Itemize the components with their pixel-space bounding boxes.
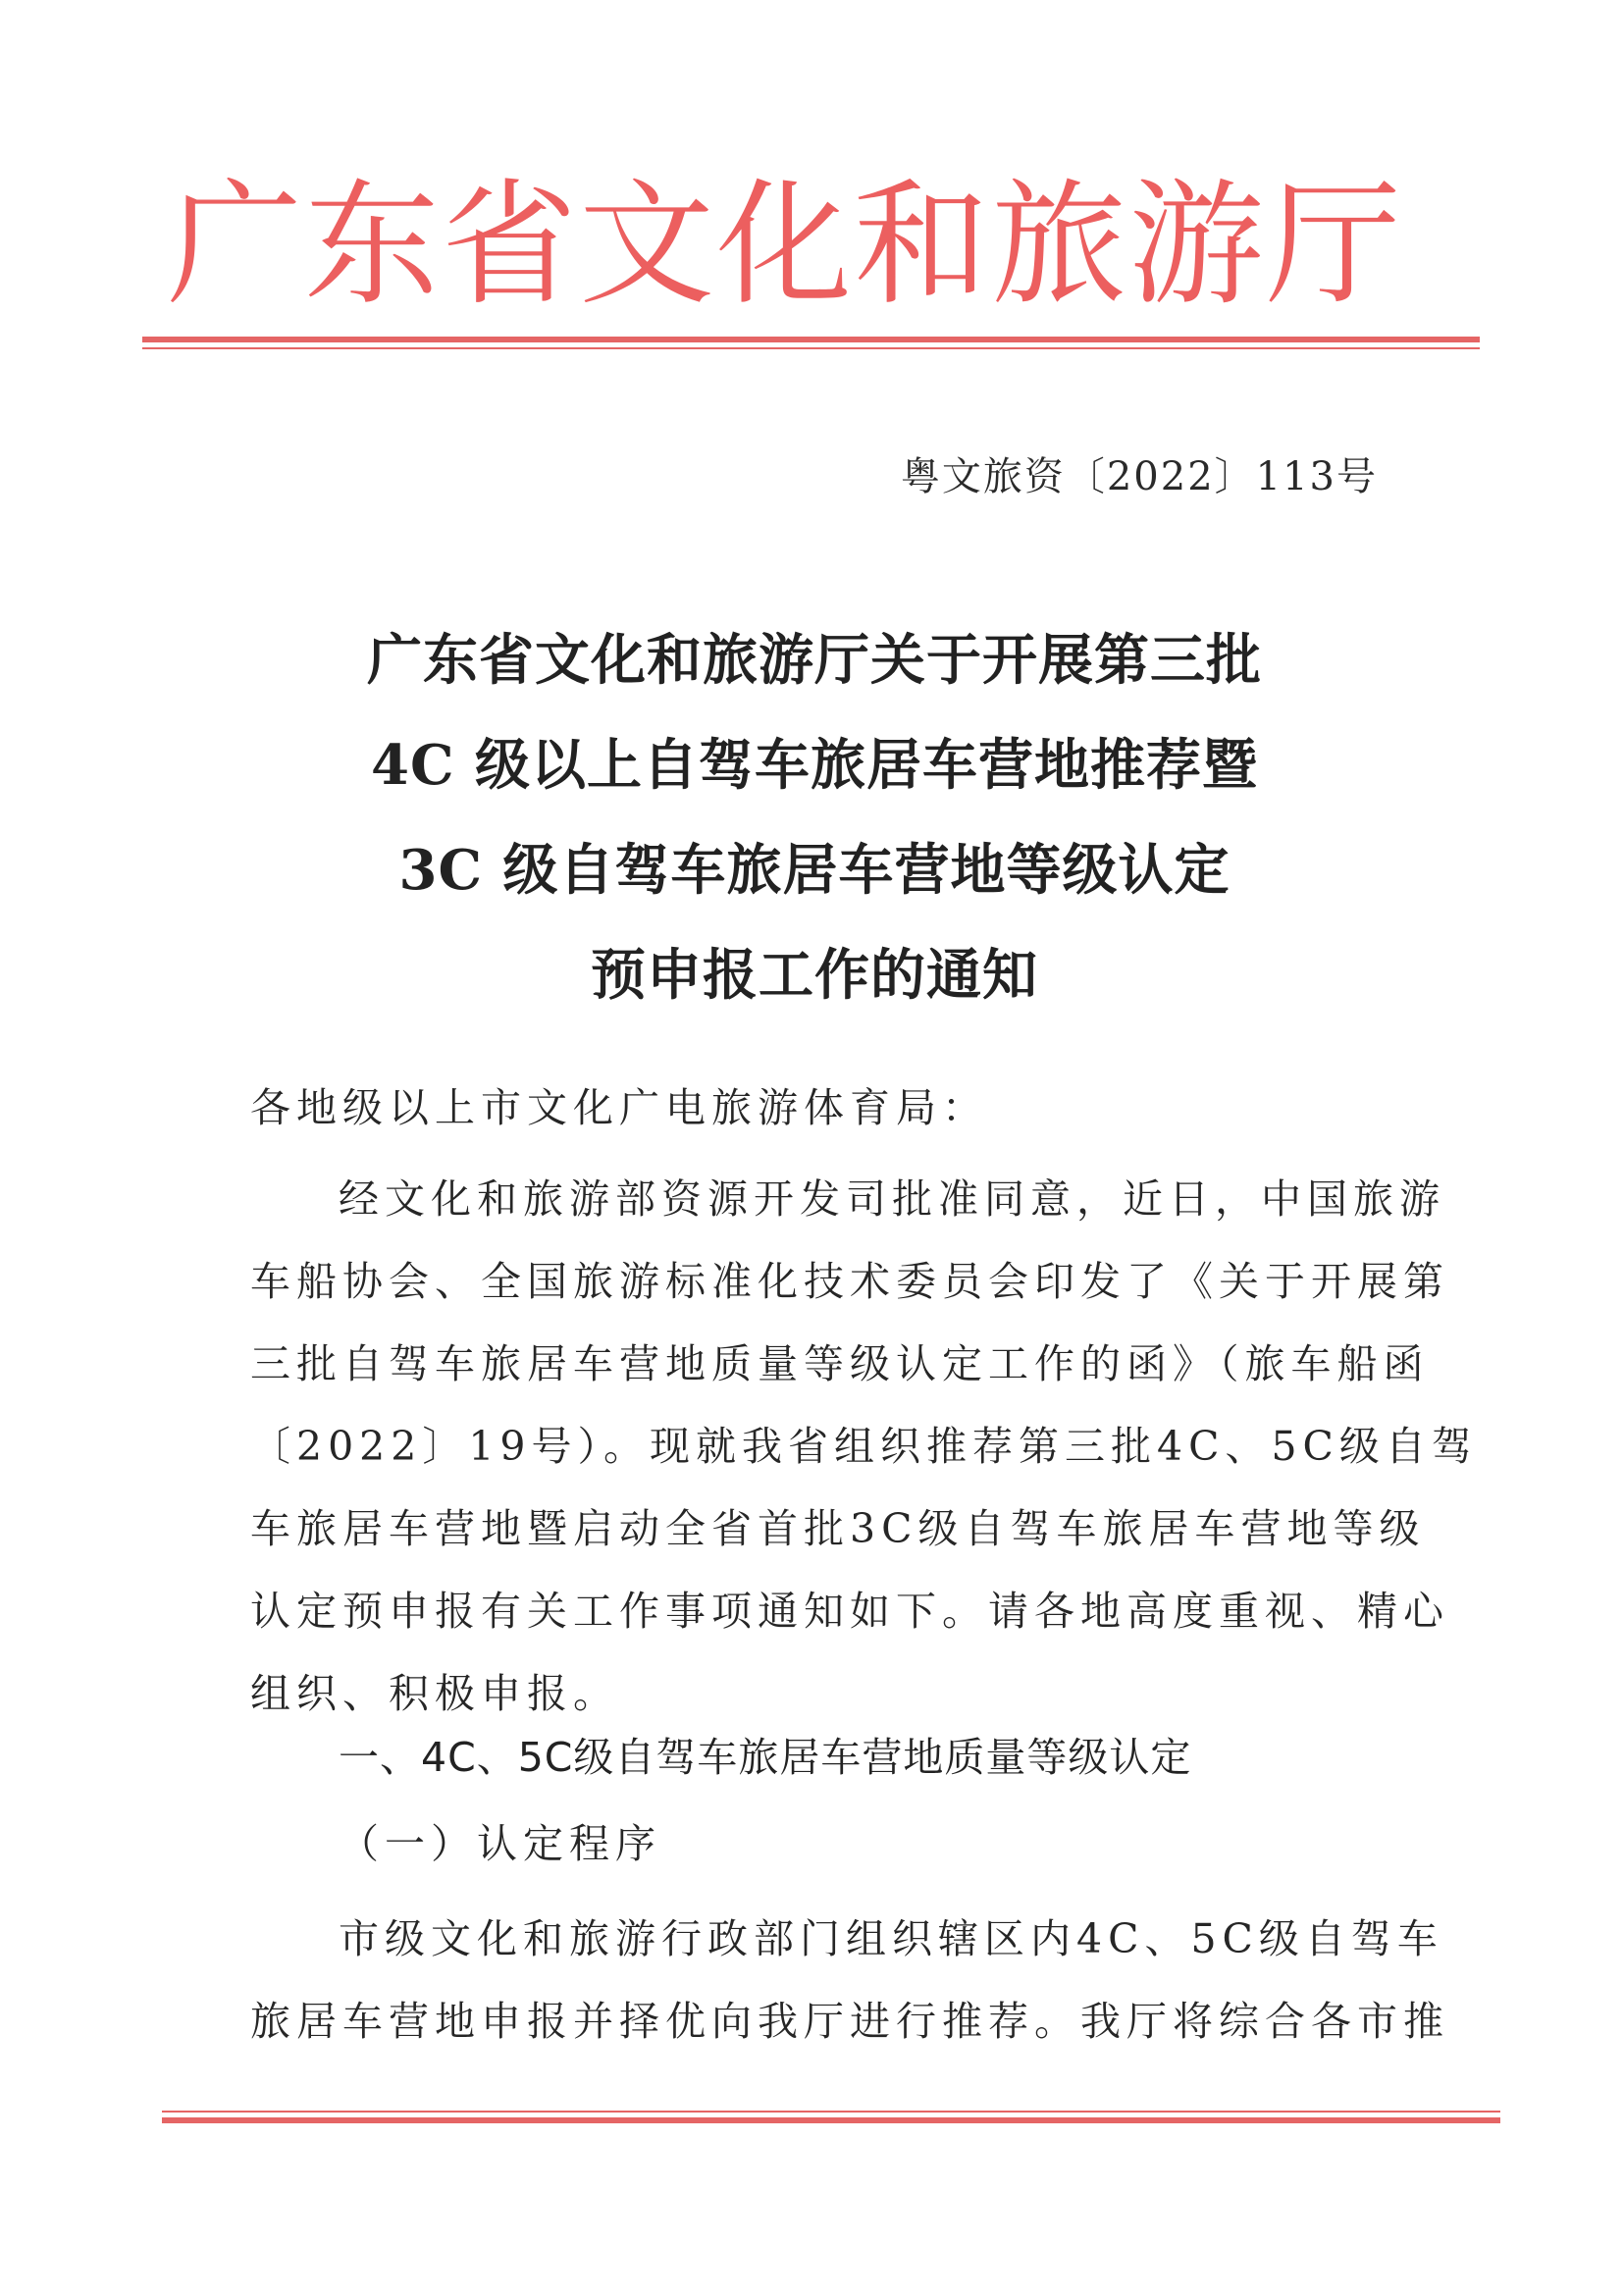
document-number: 粤文旅资〔2022〕113号 (900, 454, 1378, 499)
salutation: 各地级以上市文化广电旅游体育局： (250, 1084, 988, 1131)
letterhead-title: 广东省文化和旅游厅 (166, 166, 1403, 324)
footer-rule-thin (162, 2111, 1500, 2113)
letterhead-rule-thin (142, 347, 1480, 349)
document-title (196, 608, 1433, 1028)
paragraph-line: 〔2022〕19号）。现就我省组织推荐第三批4C、5C级自驾 (250, 1423, 1478, 1470)
paragraph-line: 经文化和旅游部资源开发司批准同意，近日，中国旅游 (339, 1175, 1445, 1223)
section-heading: 一、4C、5C级自驾车旅居车营地质量等级认定 (339, 1734, 1192, 1781)
paragraph-line: 旅居车营地申报并择优向我厅进行推荐。我厅将综合各市推 (250, 1998, 1449, 2045)
paragraph-line: 组织、积极申报。 (250, 1670, 619, 1717)
subsection-heading: （一）认定程序 (339, 1820, 661, 1867)
letterhead-rule-thick (142, 337, 1480, 342)
title-line: 3C 级自驾车旅居车营地等级认定 (398, 838, 1230, 903)
paragraph-line: 车船协会、全国旅游标准化技术委员会印发了《关于开展第 (250, 1258, 1449, 1305)
title-line: 广东省文化和旅游厅关于开展第三批 (367, 628, 1262, 693)
title-line: 预申报工作的通知 (591, 943, 1038, 1008)
paragraph-line: 三批自驾车旅居车营地质量等级认定工作的函》（旅车船函 (250, 1340, 1430, 1387)
title-line: 4C 级以上自驾车旅居车营地推荐暨 (370, 733, 1259, 798)
paragraph-line: 市级文化和旅游行政部门组织辖区内4C、5C级自驾车 (339, 1915, 1443, 1962)
paragraph-line: 认定预申报有关工作事项通知如下。请各地高度重视、精心 (250, 1588, 1449, 1635)
paragraph-procedure (250, 1898, 1449, 2062)
paragraph-intro (250, 1158, 1478, 1735)
footer-rule-thick (162, 2117, 1500, 2123)
paragraph-line: 车旅居车营地暨启动全省首批3C级自驾车旅居车营地等级 (250, 1505, 1426, 1552)
